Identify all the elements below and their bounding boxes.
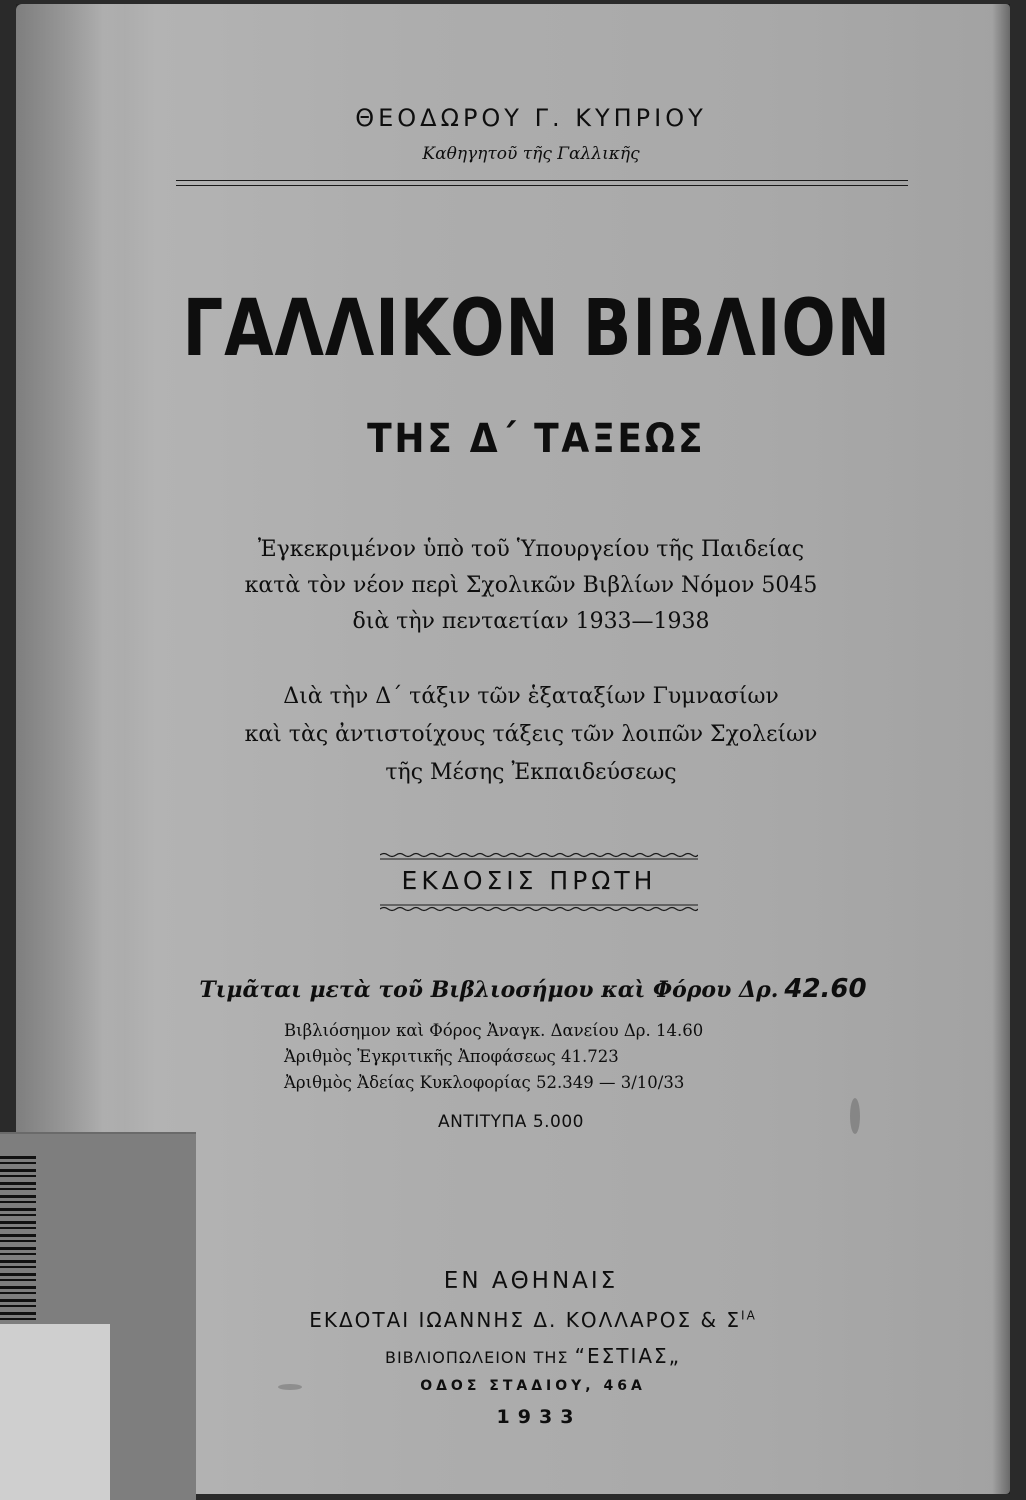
bookshop-name: “ΕΣΤΙΑΣ„ xyxy=(574,1344,682,1368)
label-sticker xyxy=(0,1324,110,1500)
approval-statement xyxy=(34,532,1026,640)
details-line: Ἀριθμὸς Ἀδείας Κυκλοφορίας 52.349 — 3/10/33 xyxy=(284,1073,685,1092)
street-address: ΟΔΟΣ ΣΤΑΔΙΟΥ, 46Α xyxy=(420,1378,646,1394)
double-rule-divider xyxy=(176,180,908,186)
wavy-rule-top xyxy=(380,852,698,860)
publisher-name: ΕΚΔΟΤΑΙ ΙΩΑΝΝΗΣ Δ. ΚΟΛΛΑΡΟΣ & Σ xyxy=(309,1308,742,1332)
audience-line: τῆς Μέσης Ἐκπαιδεύσεως xyxy=(385,760,677,785)
publisher-superscript: ΙΑ xyxy=(741,1308,757,1323)
city-line: ΕΝ ΑΘΗΝΑΙΣ xyxy=(443,1268,619,1294)
audience-line: καὶ τὰς ἀντιστοίχους τάξεις τῶν λοιπῶν Σχολείων xyxy=(244,722,818,747)
approval-line: διὰ τὴν πενταετίαν 1933—1938 xyxy=(352,609,710,634)
audience-statement xyxy=(34,678,1026,792)
publication-details xyxy=(284,1018,703,1096)
approval-line: Ἐγκεκριμένον ὑπὸ τοῦ Ὑπουργείου τῆς Παιδείας xyxy=(257,537,805,562)
book-title: ΓΑΛΛΙΚΟΝ ΒΙΒΛΙΟΝ xyxy=(182,284,891,374)
approval-line: κατὰ τὸν νέον περὶ Σχολικῶν Βιβλίων Νόμον 5045 xyxy=(244,573,818,598)
author-name: ΘΕΟΔΩΡΟΥ Γ. ΚΥΠΡΙΟΥ xyxy=(355,104,707,132)
wavy-rule-bottom xyxy=(380,904,698,912)
details-line: Βιβλιόσημον καὶ Φόρος Ἀναγκ. Δανείου Δρ. 14.60 xyxy=(284,1021,704,1040)
library-label xyxy=(0,1132,196,1500)
price-amount: 42.60 xyxy=(784,974,867,1004)
author-title: Καθηγητοῦ τῆς Γαλλικῆς xyxy=(422,144,640,164)
price-line xyxy=(36,974,1026,1004)
print-run: ΑΝΤΙΤΥΠΑ 5.000 xyxy=(438,1112,584,1132)
publication-year: 1933 xyxy=(496,1406,582,1428)
edition-label: ΕΚΔΟΣΙΣ ΠΡΩΤΗ xyxy=(401,866,657,895)
ink-stain xyxy=(850,1098,860,1134)
book-subtitle: ΤΗΣ Δ΄ ΤΑΞΕΩΣ xyxy=(367,416,706,462)
details-line: Ἀριθμὸς Ἐγκριτικῆς Ἀποφάσεως 41.723 xyxy=(284,1047,619,1066)
price-text: Τιμᾶται μετὰ τοῦ Βιβλιοσήμου καὶ Φόρου Δρ. xyxy=(199,977,779,1003)
bookshop-prefix: ΒΙΒΛΙΟΠΩΛΕΙΟΝ ΤΗΣ xyxy=(384,1348,569,1367)
audience-line: Διὰ τὴν Δ΄ τάξιν τῶν ἑξαταξίων Γυμνασίων xyxy=(283,684,779,709)
